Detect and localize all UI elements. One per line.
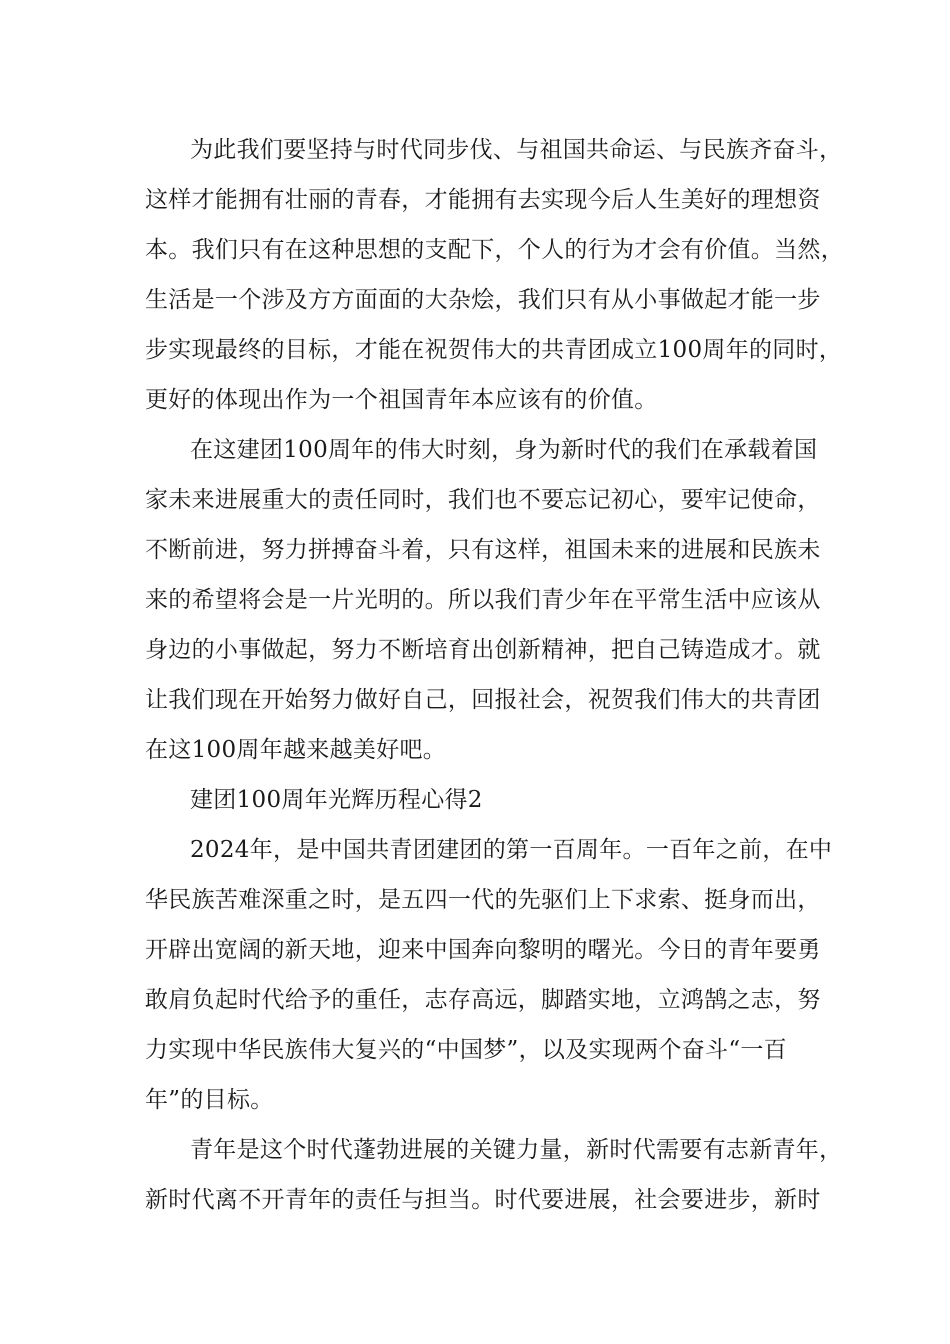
paragraph-1-line-4: 生活是一个涉及方方面面的大杂烩，我们只有从小事做起才能一步 bbox=[145, 287, 821, 313]
paragraph-3-line-5: 力实现中华民族伟大复兴的“中国梦”，以及实现两个奋斗“一百 bbox=[145, 1037, 787, 1063]
paragraph-2-line-7: 在这100周年越来越美好吧。 bbox=[145, 737, 447, 763]
paragraph-2-line-1: 在这建团100周年的伟大时刻，身为新时代的我们在承载着国 bbox=[190, 437, 818, 463]
paragraph-1-line-1: 为此我们要坚持与时代同步伐、与祖国共命运、与民族齐奋斗， bbox=[190, 137, 843, 163]
paragraph-2-line-4: 来的希望将会是一片光明的。所以我们青少年在平常生活中应该从 bbox=[145, 587, 821, 613]
paragraph-1-line-3: 本。我们只有在这种思想的支配下，个人的行为才会有价值。当然， bbox=[145, 237, 844, 263]
paragraph-3-line-6: 年”的目标。 bbox=[145, 1087, 274, 1113]
paragraph-3-line-4: 敢肩负起时代给予的重任，志存高远，脚踏实地，立鸿鹄之志，努 bbox=[145, 987, 821, 1013]
paragraph-4-line-1: 青年是这个时代蓬勃进展的关键力量，新时代需要有志新青年， bbox=[190, 1137, 843, 1163]
paragraph-2-line-5: 身边的小事做起，努力不断培育出创新精神，把自己铸造成才。就 bbox=[145, 637, 821, 663]
paragraph-3-line-3: 开辟出宽阔的新天地，迎来中国奔向黎明的曙光。今日的青年要勇 bbox=[145, 937, 821, 963]
paragraph-1-line-2: 这样才能拥有壮丽的青春，才能拥有去实现今后人生美好的理想资 bbox=[145, 187, 821, 213]
paragraph-2-line-3: 不断前进，努力拼搏奋斗着，只有这样，祖国未来的进展和民族未 bbox=[145, 537, 821, 563]
paragraph-1-line-6: 更好的体现出作为一个祖国青年本应该有的价值。 bbox=[145, 387, 658, 413]
paragraph-3-line-1: 2024年，是中国共青团建团的第一百周年。一百年之前，在中 bbox=[190, 837, 833, 863]
paragraph-2-line-6: 让我们现在开始努力做好自己，回报社会，祝贺我们伟大的共青团 bbox=[145, 687, 821, 713]
paragraph-2-line-2: 家未来进展重大的责任同时，我们也不要忘记初心，要牢记使命， bbox=[145, 487, 821, 513]
paragraph-1-line-5: 步实现最终的目标，才能在祝贺伟大的共青团成立100周年的同时， bbox=[145, 337, 843, 363]
section-heading: 建团100周年光辉历程心得2 bbox=[190, 787, 483, 813]
paragraph-4-line-2: 新时代离不开青年的责任与担当。时代要进展，社会要进步，新时 bbox=[145, 1187, 821, 1213]
paragraph-3-line-2: 华民族苦难深重之时，是五四一代的先驱们上下求索、挺身而出， bbox=[145, 887, 821, 913]
